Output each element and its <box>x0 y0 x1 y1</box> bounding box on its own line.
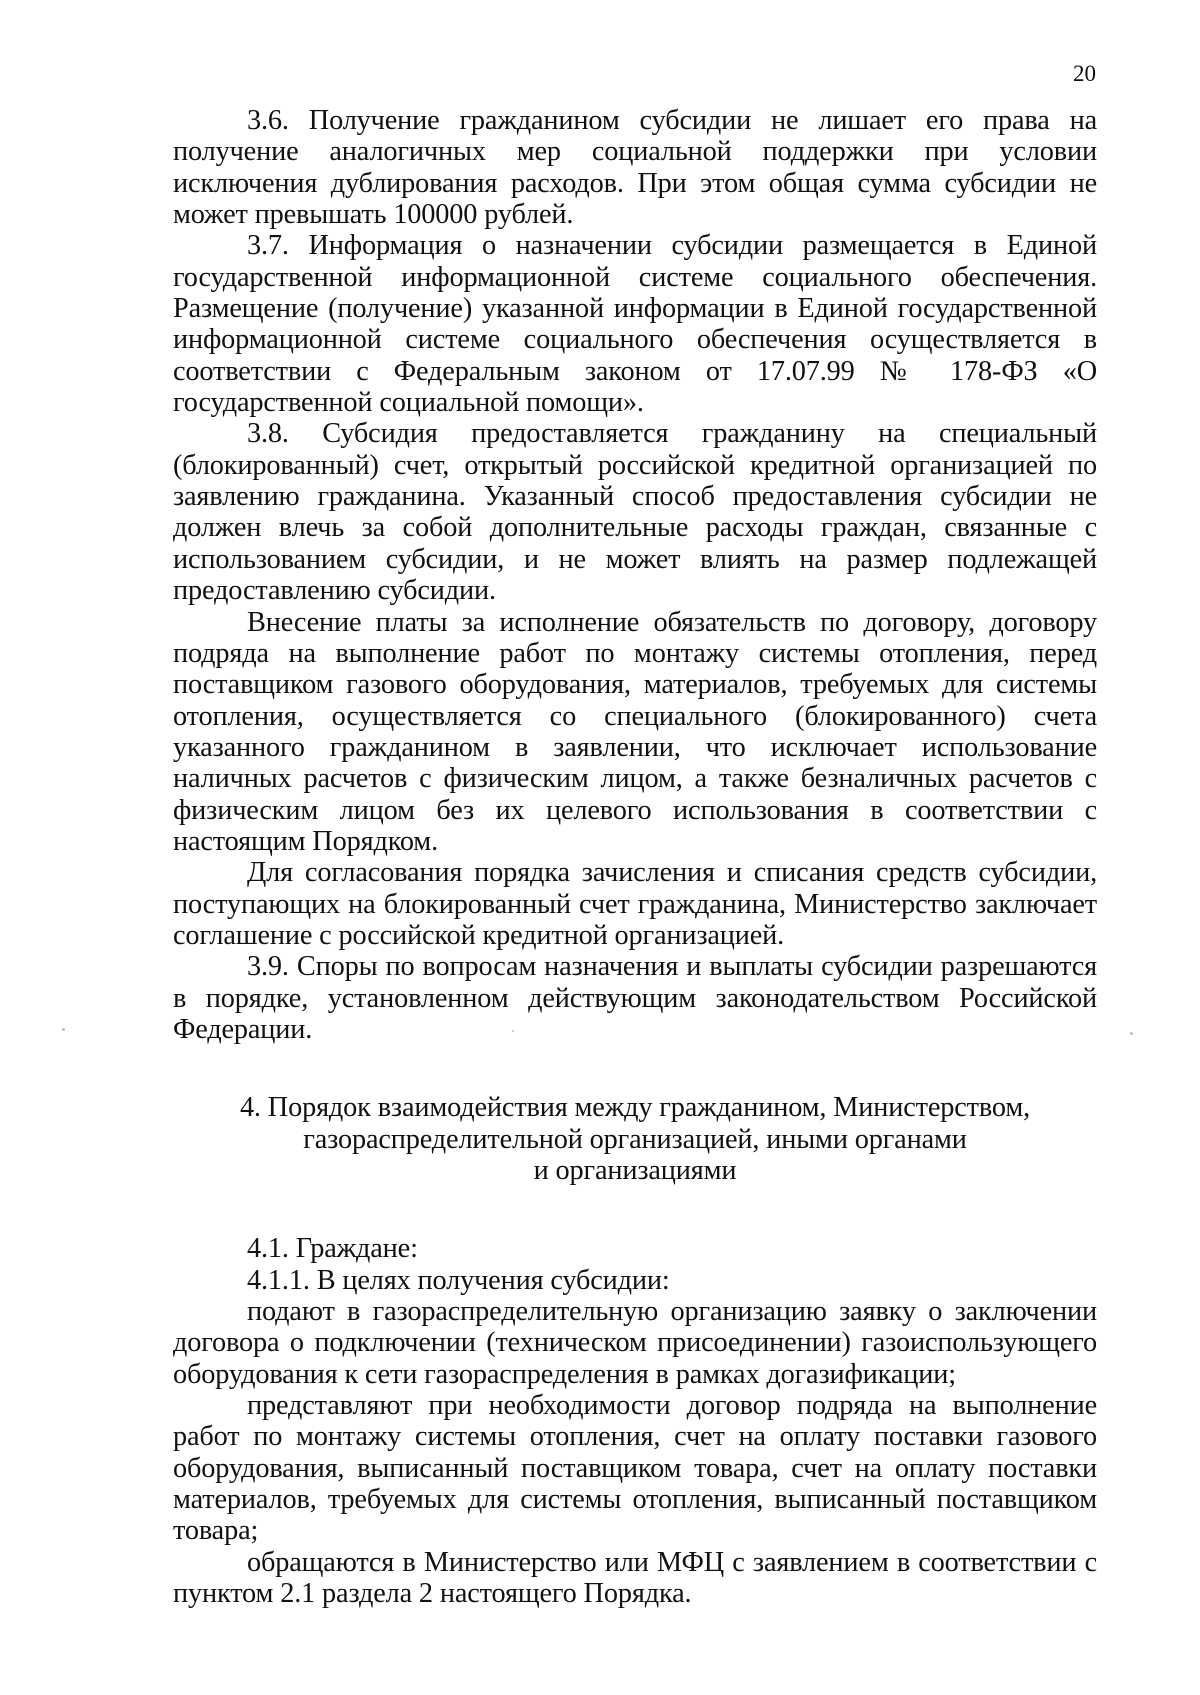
paragraph-submit-request: подают в газораспределительную организацию заявку о заключении договора о подключении (техническом присоединении) газоиспользующего оборудования к сети газораспределения в рамках догазификации; <box>173 1296 1097 1390</box>
paragraph-4-1: 4.1. Граждане: <box>247 1233 418 1265</box>
scan-speck <box>1130 1032 1133 1035</box>
document-body <box>173 105 1097 1609</box>
paragraph-4-1-1: 4.1.1. В целях получения субсидии: <box>247 1264 670 1296</box>
heading-spacer <box>173 1186 1097 1233</box>
paragraph-agreement: Для согласования порядка зачисления и списания средств субсидии, поступающих на блокированный счет гражданина, Министерство заключает соглашение с российской кредитной организацией. <box>173 857 1097 951</box>
paragraph-3-6: 3.6. Получение гражданином субсидии не лишает его права на получение аналогичных мер социальной поддержки при условии исключения дублирования расходов. При этом общая сумма субсидии не может превышать 100000 рублей. <box>173 105 1097 231</box>
paragraph-3-8: 3.8. Субсидия предоставляется гражданину на специальный (блокированный) счет, открытый российской кредитной организацией по заявлению гражданина. Указанный способ предоставления субсидии не должен влечь за собой дополнительные расходы граждан, связанные с использованием субсидии, и не может влиять на размер подлежащей предоставлению субсидии. <box>173 418 1097 607</box>
scan-speck <box>512 1030 514 1032</box>
section-spacer <box>173 1045 1097 1092</box>
section-4-heading-line-1: 4. Порядок взаимодействия между гражданином, Министерством, <box>239 1092 1031 1124</box>
scan-speck <box>62 1028 65 1031</box>
paragraph-3-9: 3.9. Споры по вопросам назначения и выплаты субсидии разрешаются в порядке, установленном действующим законодательством Российской Федерации. <box>173 951 1097 1045</box>
paragraph-apply-ministry: обращаются в Министерство или МФЦ с заявлением в соответствии с пунктом 2.1 раздела 2 настоящего Порядка. <box>173 1546 1097 1610</box>
section-4-heading-line-2: газораспределительной организацией, иными органами <box>303 1123 967 1155</box>
section-4-heading-line-3: и организациями <box>533 1155 737 1186</box>
paragraph-payment: Внесение платы за исполнение обязательств по договору, договору подряда на выполнение работ по монтажу системы отопления, перед поставщиком газового оборудования, материалов, требуемых для системы отопления, осуществляется со специального (блокированного) счета указанного гражданином в заявлении, что исключает использование наличных расчетов с физическим лицом, а также безналичных расчетов с физическим лицом без их целевого использования в соответствии с настоящим Порядком. <box>173 606 1097 857</box>
paragraph-submit-documents: представляют при необходимости договор подряда на выполнение работ по монтажу системы отопления, счет на оплату поставки газового оборудования, выписанный поставщиком товара, счет на оплату поставки материалов, требуемых для системы отопления, выписанный поставщиком товара; <box>173 1390 1097 1547</box>
section-4-heading <box>173 1092 1097 1186</box>
paragraph-3-7: 3.7. Информация о назначении субсидии размещается в Единой государственной информационной системе социального обеспечения. Размещение (получение) указанной информации в Единой государственной информационной системе социального обеспечения осуществляется в соответствии с Федеральным законом от 17.07.99 № 178-ФЗ «О государственной социальной помощи». <box>173 230 1097 419</box>
page-number: 20 <box>1073 61 1096 86</box>
